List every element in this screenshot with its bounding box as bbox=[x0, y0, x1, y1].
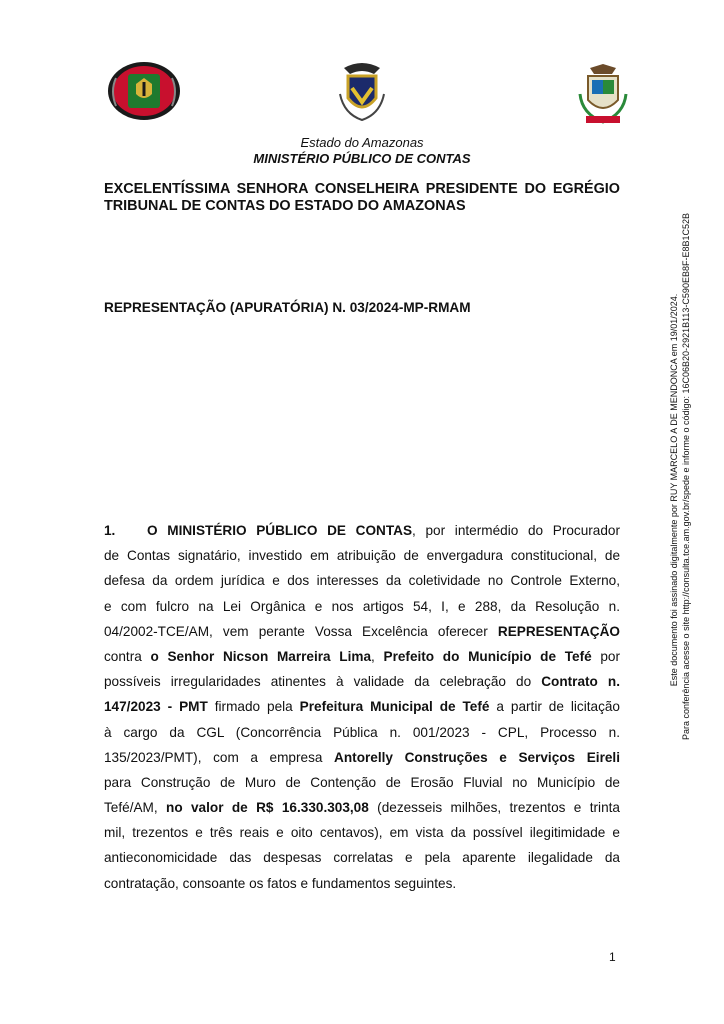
paragraph-line bbox=[104, 568, 620, 593]
text: Tefé/AM, bbox=[104, 800, 167, 816]
text: 135/2023/PMT), com a empresa bbox=[104, 749, 335, 765]
paragraph-line bbox=[104, 820, 620, 845]
tefe-coat-of-arms-logo bbox=[574, 64, 632, 128]
paragraph-line bbox=[104, 745, 620, 770]
text: firmado pela bbox=[207, 699, 300, 715]
text: , bbox=[371, 648, 384, 664]
amazonas-coat-of-arms-logo bbox=[334, 58, 390, 124]
text: possíveis irregularidades atinentes à validade da celebração do bbox=[104, 674, 542, 690]
document-title: REPRESENTAÇÃO (APURATÓRIA) N. 03/2024-MP-RMAM bbox=[104, 300, 471, 315]
state-heading: Estado do Amazonas bbox=[300, 135, 424, 150]
bold-text: no valor de R$ 16.330.303,08 bbox=[166, 800, 369, 816]
ministerio-publico-seal-logo bbox=[106, 60, 182, 122]
paragraph-line bbox=[104, 795, 620, 820]
paragraph-line bbox=[104, 543, 620, 568]
addressee-heading: EXCELENTÍSSIMA SENHORA CONSELHEIRA PRESIDENTE DO EGRÉGIO TRIBUNAL DE CONTAS DO ESTADO DO AMAZONAS bbox=[104, 181, 620, 214]
page-number: 1 bbox=[609, 950, 616, 964]
digital-signature-notice bbox=[668, 213, 708, 740]
paragraph-line bbox=[104, 669, 620, 694]
bold-text: Prefeito do Município de Tefé bbox=[383, 648, 592, 664]
text: defesa da ordem jurídica e dos interesses da coletividade no Controle Externo, bbox=[104, 573, 620, 589]
paragraph-line bbox=[104, 770, 620, 795]
paragraph-line bbox=[104, 871, 620, 896]
text: contratação, consoante os fatos e fundamentos seguintes. bbox=[104, 875, 457, 891]
text: para Construção de Muro de Contenção de Erosão Fluvial no Município de bbox=[104, 774, 620, 790]
bold-text: O MINISTÉRIO PÚBLICO DE CONTAS bbox=[147, 523, 413, 538]
paragraph-line bbox=[104, 845, 620, 870]
text: a partir de licitação bbox=[489, 699, 620, 715]
paragraph-line bbox=[104, 720, 620, 745]
paragraph-number: 1. bbox=[104, 523, 116, 538]
paragraph-line bbox=[104, 518, 620, 543]
body-paragraph bbox=[104, 518, 620, 896]
signature-verification-line: Para conferência acesse o site http://consulta.tce.am.gov.br/spede e informe o código: 16C06B20-2921B113-C590EB8F-E8B1C52B bbox=[681, 213, 691, 740]
paragraph-line bbox=[104, 644, 620, 669]
text: à cargo da CGL (Concorrência Pública n. 001/2023 - CPL, Processo n. bbox=[104, 724, 620, 740]
text: de Contas signatário, investido em atribuição de envergadura constitucional, de bbox=[104, 548, 620, 564]
text: (dezesseis milhões, trezentos e trinta bbox=[368, 800, 620, 816]
ministry-heading: MINISTÉRIO PÚBLICO DE CONTAS bbox=[253, 151, 471, 166]
text: contra bbox=[104, 648, 151, 664]
text: , por intermédio do Procurador bbox=[412, 523, 620, 538]
paragraph-line bbox=[104, 594, 620, 619]
bold-text: Antorelly Construções e Serviços Eireli bbox=[334, 749, 620, 765]
bold-text: REPRESENTAÇÃO bbox=[497, 623, 620, 639]
text: por bbox=[591, 648, 620, 664]
bold-text: 147/2023 - PMT bbox=[104, 699, 208, 715]
bold-text: Prefeitura Municipal de Tefé bbox=[299, 699, 490, 715]
text: 04/2002-TCE/AM, vem perante Vossa Excelência oferecer bbox=[104, 623, 498, 639]
text: e com fulcro na Lei Orgânica e nos artigos 54, I, e 288, da Resolução n. bbox=[104, 598, 620, 614]
bold-text: o Senhor Nicson Marreira Lima bbox=[150, 648, 372, 664]
bold-text: Contrato n. bbox=[541, 674, 620, 690]
text: antieconomicidade das despesas correlatas e pela aparente ilegalidade da bbox=[104, 850, 620, 866]
text: mil, trezentos e três reais e oito centavos), em vista da possível ilegitimidade e bbox=[104, 825, 620, 841]
paragraph-line bbox=[104, 619, 620, 644]
signature-notice-line: Este documento foi assinado digitalmente por RUY MARCELO A DE MENDONCA em 19/01/2024. bbox=[669, 293, 679, 687]
paragraph-line bbox=[104, 694, 620, 719]
